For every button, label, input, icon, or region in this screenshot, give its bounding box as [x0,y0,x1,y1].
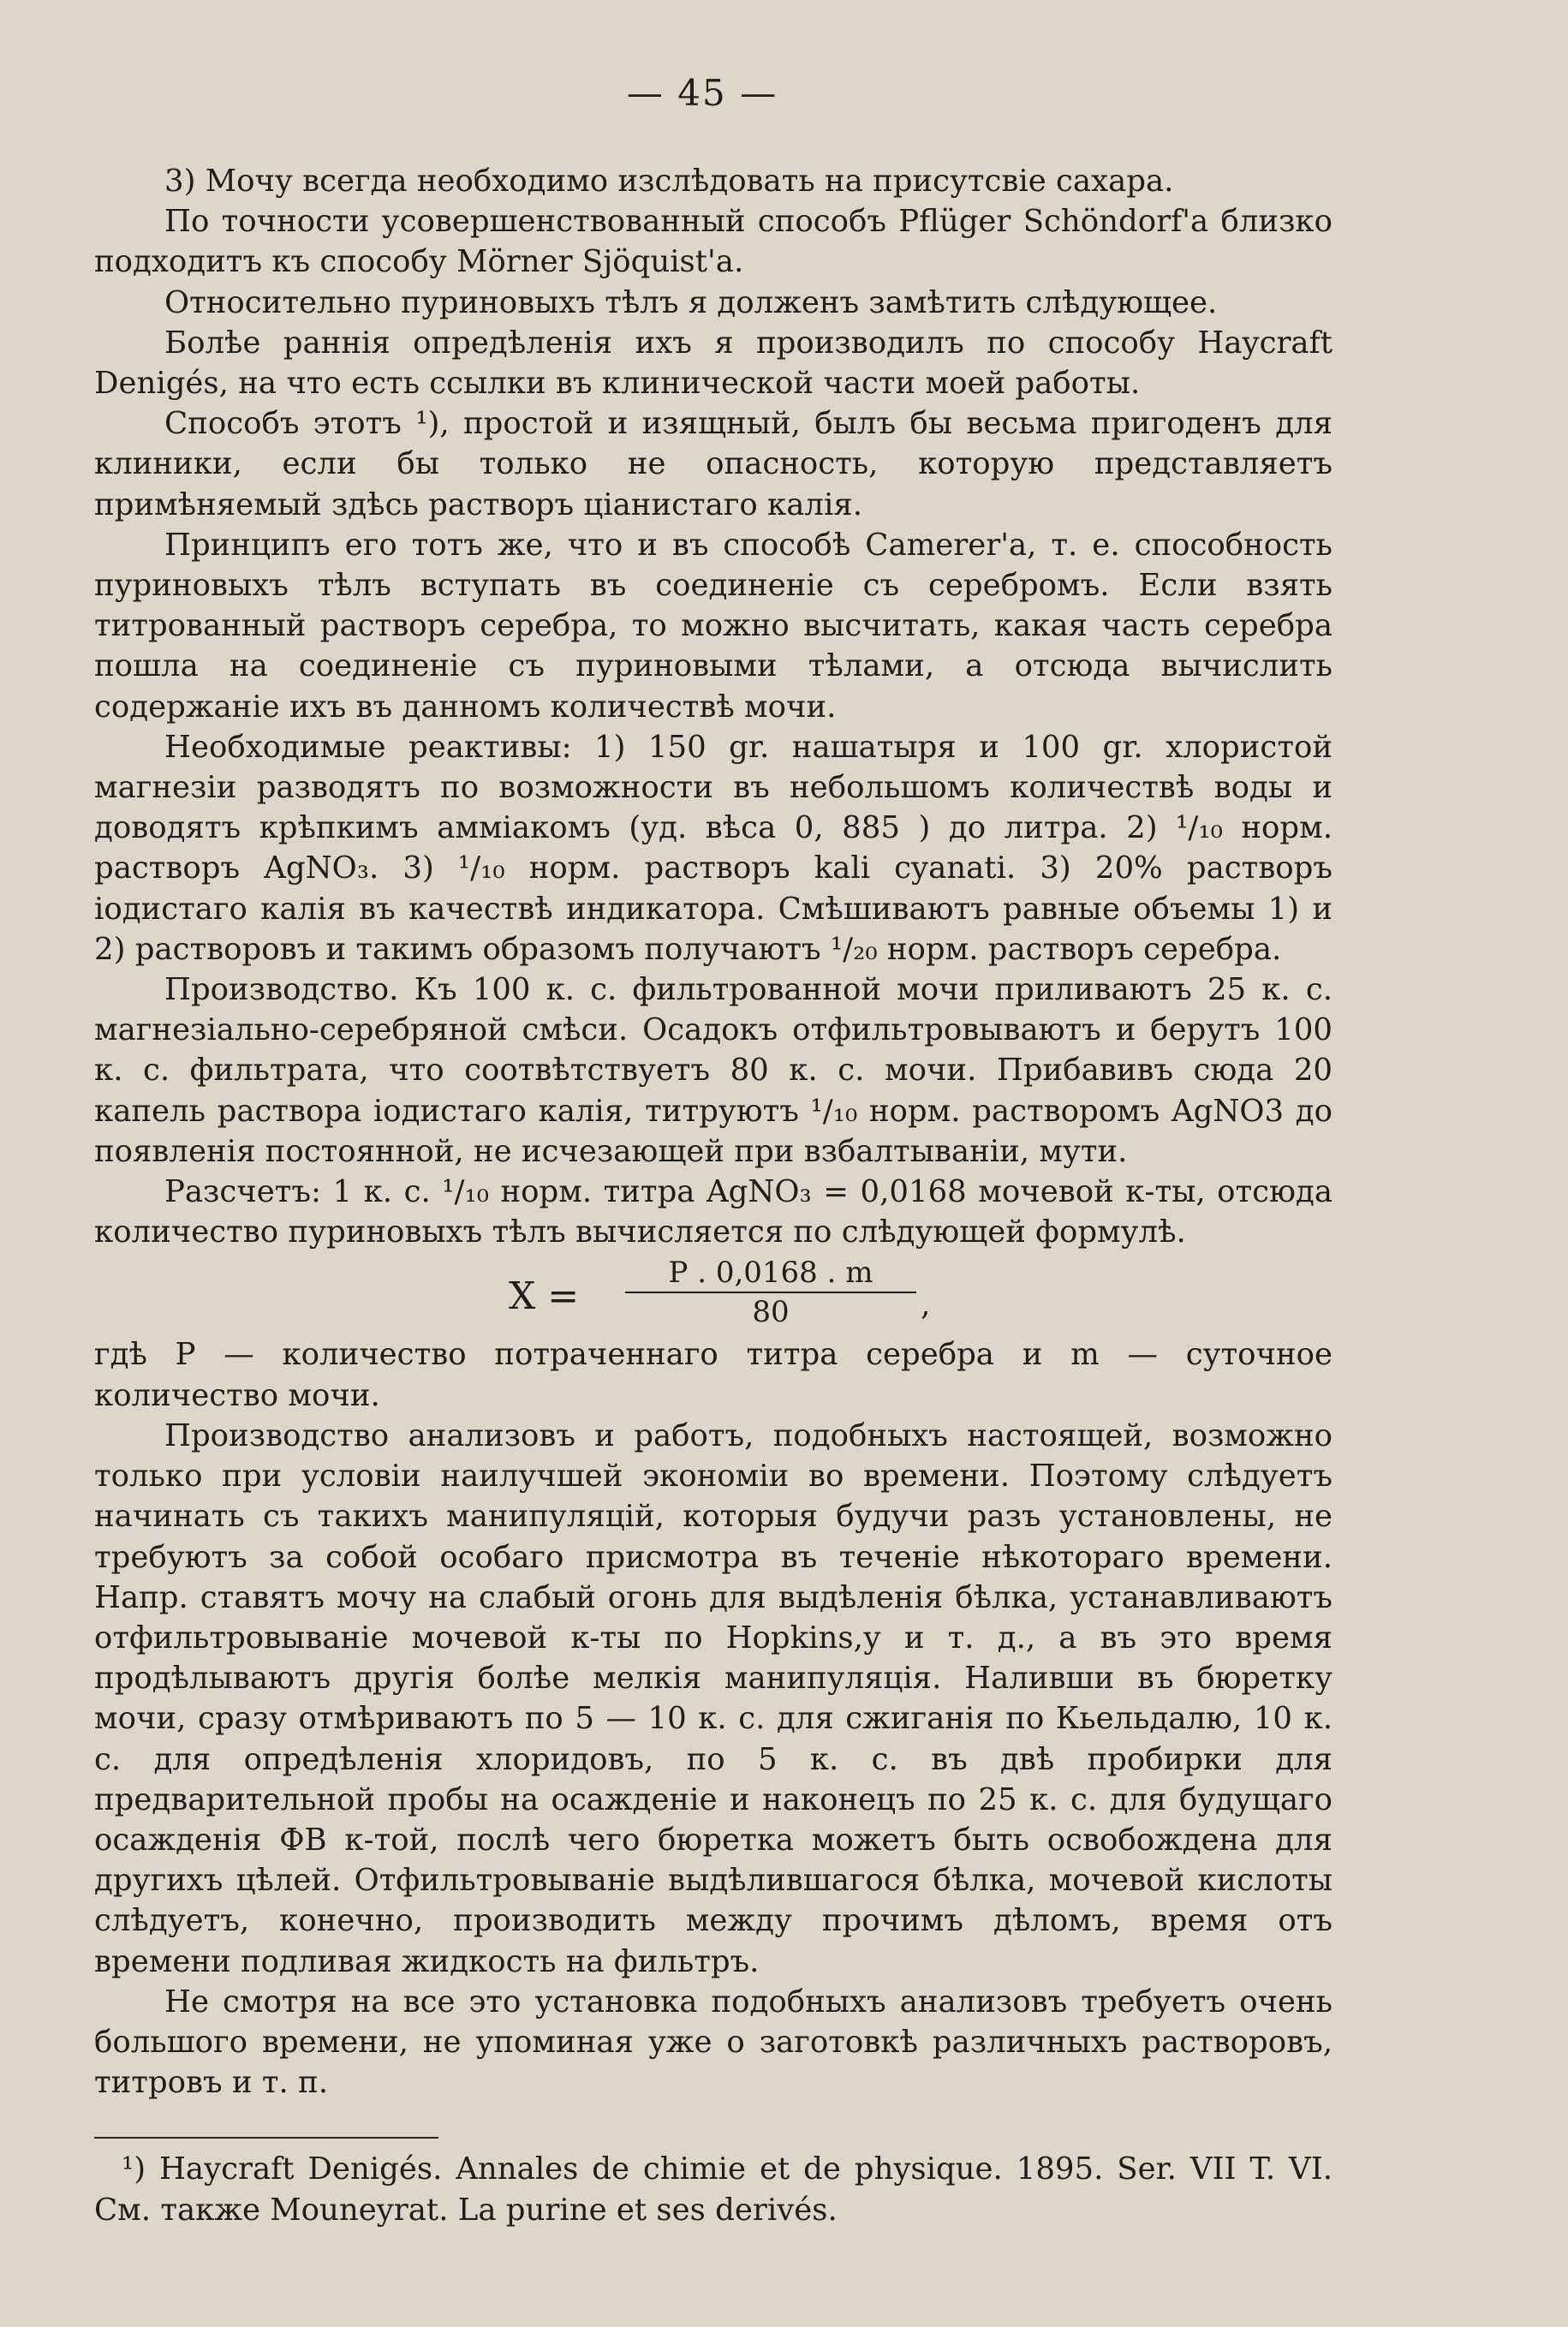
paragraph: Производство. Къ 100 к. с. фильтрованной мочи приливаютъ 25 к. с. магнезіально-серебряной смѣси. Осадокъ отфильтровываютъ и берутъ 100 к. с. фильтрата, что соотвѣтствуетъ 80 к. с. мочи. Прибавивъ сюда 20 капель раствора іодистаго калія, титруютъ ¹/₁₀ норм. растворомъ AgNO3 до появленія постоянной, не исчезающей при взбалтываніи, мути. [94,972,1333,1169]
page-number: — 45 — [626,72,778,114]
formula-lhs: X = [509,1274,580,1319]
paragraph: По точности усовершенствованный способъ Pflüger Schöndorf'a близко подходитъ къ способу Mörner Sjöquist'a. [94,204,1333,280]
formula [94,1254,1333,1334]
formula-numerator: P . 0,0168 . m [625,1254,916,1293]
paragraph: Относительно пуриновыхъ тѣлъ я долженъ замѣтить слѣдующее. [164,284,1218,320]
paragraph: Способъ этотъ ¹), простой и изящный, былъ бы весьма пригоденъ для клиники, если бы только не опасность, которую представляетъ примѣняемый здѣсь растворъ ціанистаго калія. [94,406,1333,522]
paragraph: Болѣе раннія опредѣленія ихъ я производилъ по способу Haycraft Denigés, на что есть ссылки въ клинической части моей работы. [94,325,1333,402]
paragraph: 3) Мочу всегда необходимо изслѣдовать на присутсвіе сахара. [164,164,1174,199]
paragraph: гдѣ P — количество потраченнаго титра серебра и m — суточное количество мочи. [94,1337,1333,1413]
footnote: ¹) Haycraft Denigés. Annales de chimie et de physique. 1895. Ser. VII T. VI. См. также Mouneyrat. La purine et ses derivés. [94,2151,1333,2228]
formula-fraction [625,1254,916,1331]
footnote-rule [94,2137,438,2139]
paragraph: Необходимые реактивы: 1) 150 gr. нашатыря и 100 gr. хлористой магнезіи разводятъ по возможности въ небольшомъ количествѣ воды и доводятъ крѣпкимъ амміакомъ (уд. вѣса 0, 885 ) до литра. 2) ¹/₁₀ норм. растворъ AgNO₃. 3) ¹/₁₀ норм. растворъ kali cyanati. 3) 20% растворъ іодистаго калія въ качествѣ индикатора. Смѣшиваютъ равные объемы 1) и 2) растворовъ и такимъ образомъ получаютъ ¹/₂₀ норм. растворъ серебра. [94,729,1333,967]
body-text [94,161,1333,2230]
footnotes [94,2149,1333,2229]
formula-tail: , [921,1287,931,1323]
paragraph: Не смотря на все это установка подобныхъ анализовъ требуетъ очень большого времени, не упоминая уже о заготовкѣ различныхъ растворовъ, титровъ и т. п. [94,1984,1333,2101]
paragraph: Разсчетъ: 1 к. с. ¹/₁₀ норм. титра AgNO₃ = 0,0168 мочевой к-ты, отсюда количество пуриновыхъ тѣлъ вычисляется по слѣдующей формулѣ. [94,1174,1333,1250]
formula-denominator: 80 [752,1295,790,1330]
paragraph: Принципъ его тотъ же, что и въ способѣ Camerer'a, т. е. способность пуриновыхъ тѣлъ вступать въ соединеніе съ серебромъ. Если взять титрованный растворъ серебра, то можно высчитать, какая часть серебра пошла на соединеніе съ пуриновыми тѣлами, а отсюда вычислить содержаніе ихъ въ данномъ количествѣ мочи. [94,527,1333,725]
paragraph: Производство анализовъ и работъ, подобныхъ настоящей, возможно только при условіи наилучшей экономіи во времени. Поэтому слѣдуетъ начинать съ такихъ манипуляцій, которыя будучи разъ установлены, не требуютъ за собой особаго присмотра въ теченіе нѣкотораго времени. Напр. ставятъ мочу на слабый огонь для выдѣленія бѣлка, устанавливаютъ отфильтровываніе мочевой к-ты по Hopkins,у и т. д., а въ это время продѣлываютъ другія болѣе мелкія манипуляція. Наливши въ бюретку мочи, сразу отмѣриваютъ по 5 — 10 к. с. для сжиганія по Кьельдалю, 10 к. с. для опредѣленія хлоридовъ, по 5 к. с. въ двѣ пробирки для предварительной пробы на осажденіе и наконецъ по 25 к. с. для будущаго осажденія ФВ к-той, послѣ чего бюретка можетъ быть освобождена для другихъ цѣлей. Отфильтровываніе выдѣлившагося бѣлка, мочевой кислоты слѣдуетъ, конечно, производить между прочимъ дѣломъ, время отъ времени подливая жидкость на фильтръ. [94,1417,1333,1979]
